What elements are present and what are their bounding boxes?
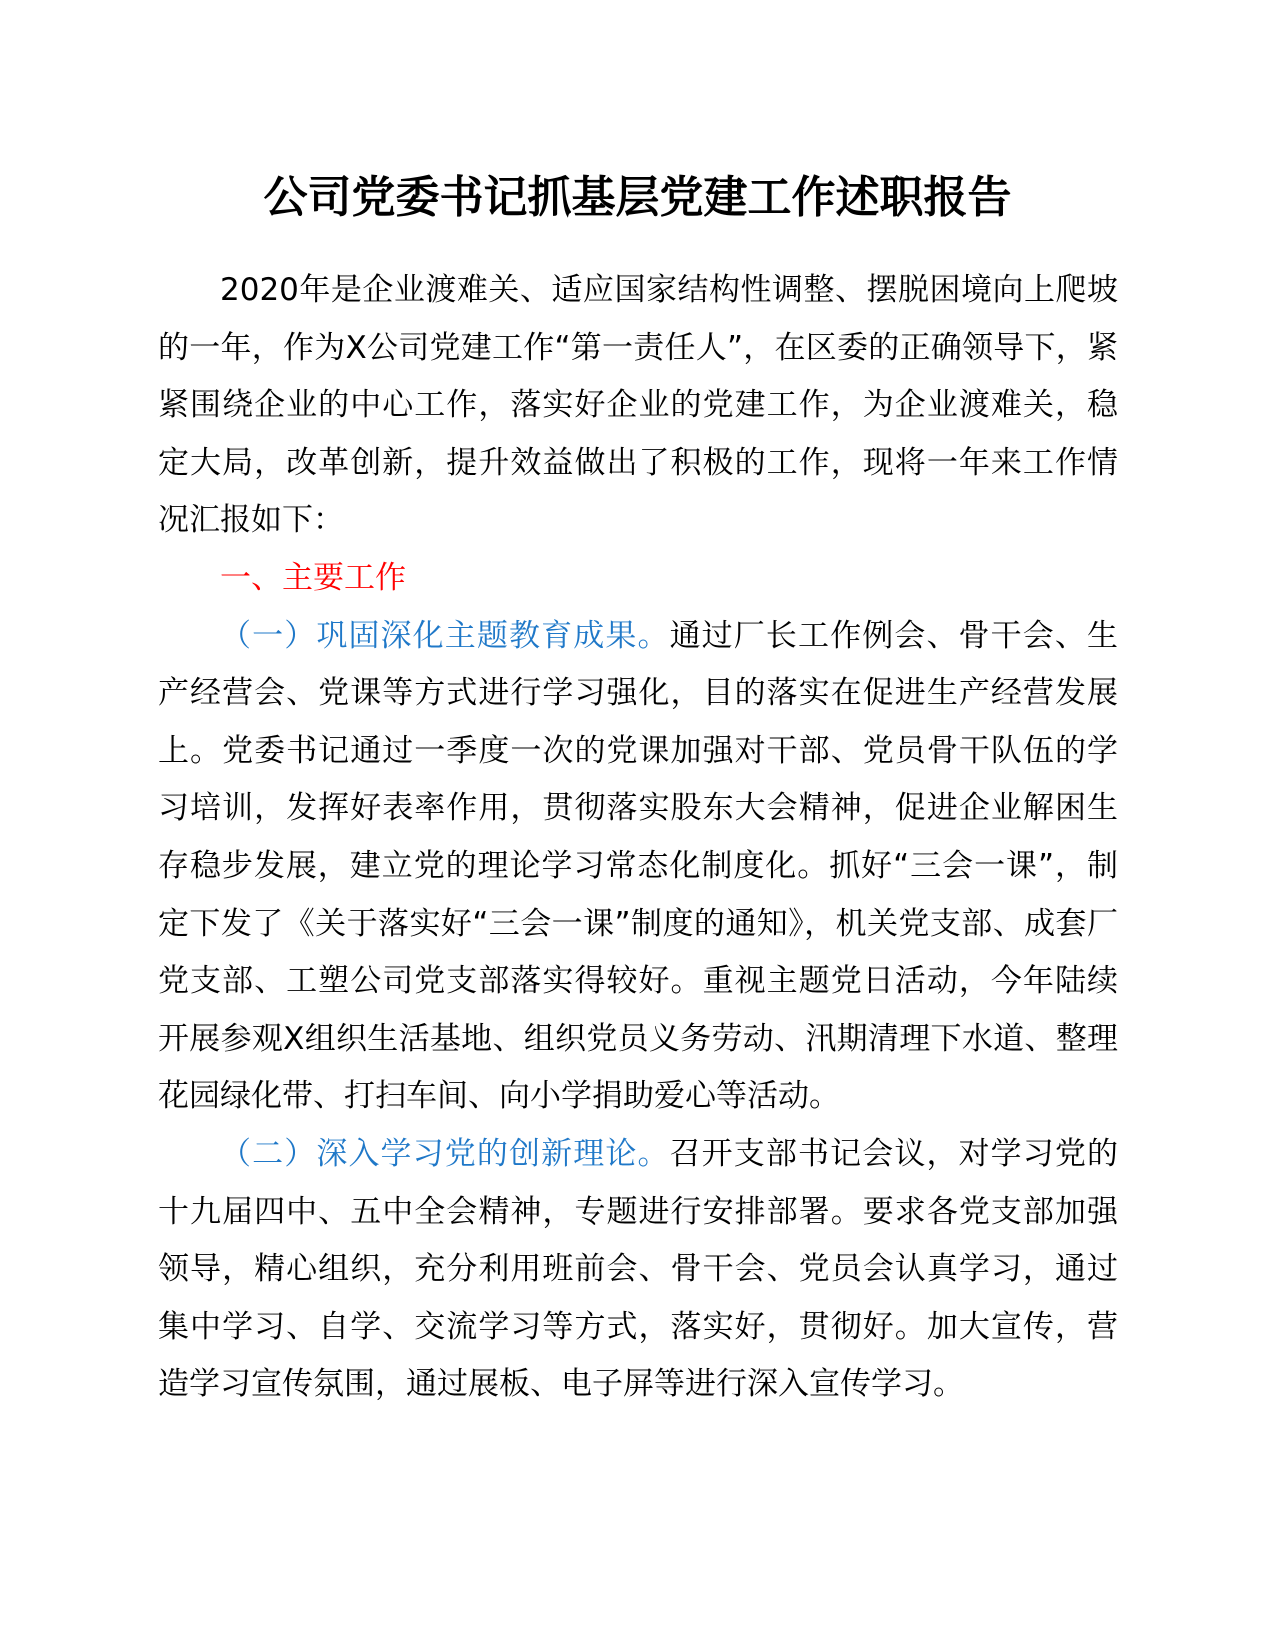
item-heading-1: （一）巩固深化主题教育成果。 <box>220 617 670 654</box>
item-heading-2: （二）深入学习党的创新理论。 <box>220 1135 670 1172</box>
item-text-1: 通过厂长工作例会、骨干会、生产经营会、党课等方式进行学习强化，目的落实在促进生产经营发展上。党委书记通过一季度一次的党课加强对干部、党员骨干队伍的学习培训，发挥好表率作用，贯彻落实股东大会精神，促进企业解困生存稳步发展，建立党的理论学习常态化制度化。抓好“三会一课”，制定下发了《关于落实好“三会一课”制度的通知》，机关党支部、成套厂党支部、工塑公司党支部落实得较好。重视主题党日活动，今年陆续开展参观X组织生活基地、组织党员义务劳动、汛期清理下水道、整理花园绿化带、打扫车间、向小学捐助爱心等活动。 <box>158 617 1119 1115</box>
document-body <box>158 262 1118 1414</box>
item-text-2: 召开支部书记会议，对学习党的十九届四中、五中全会精神，专题进行安排部署。要求各党支部加强领导，精心组织，充分利用班前会、骨干会、党员会认真学习，通过集中学习、自学、交流学习等方式，落实好，贯彻好。加大宣传，营造学习宣传氛围，通过展板、电子屏等进行深入宣传学习。 <box>158 1135 1119 1403</box>
section-heading-main-work: 一、主要工作 <box>220 559 406 596</box>
intro-paragraph: 2020年是企业渡难关、适应国家结构性调整、摆脱困境向上爬坡的一年，作为X公司党建工作“第一责任人”，在区委的正确领导下，紧紧围绕企业的中心工作，落实好企业的党建工作，为企业渡难关，稳定大局，改革创新，提升效益做出了积极的工作，现将一年来工作情况汇报如下： <box>158 272 1118 539</box>
item-paragraph-1 <box>158 608 1118 1126</box>
document-title: 公司党委书记抓基层党建工作述职报告 <box>263 172 1012 223</box>
item-paragraph-2 <box>158 1126 1118 1414</box>
